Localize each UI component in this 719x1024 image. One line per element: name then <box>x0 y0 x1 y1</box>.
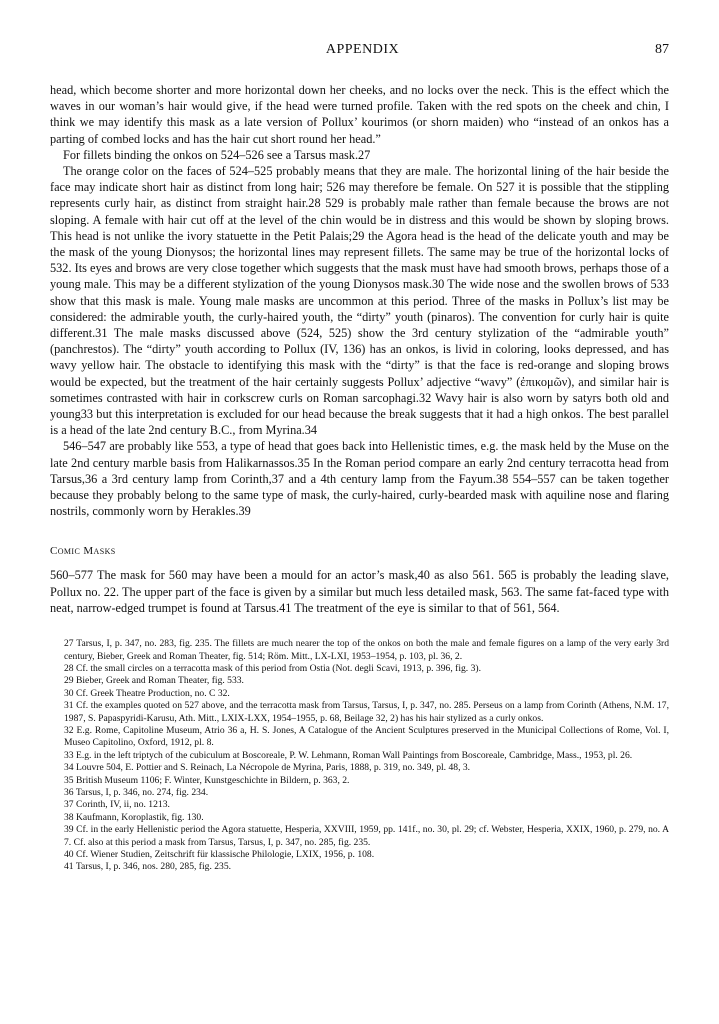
footnote: 31 Cf. the examples quoted on 527 above, and the terracotta mask from Tarsus, Tarsus, I, p. 347, no. 285. Perseus on a lamp from Corinth (Athens, N.M. 17, 1987, S. Papaspyridi-Karusu, Ath. Mitt., LXIX-LXX, 1954–1955, p. 68, Beilage 32, 2) has his hair stylized as a curly onkos. <box>64 700 669 724</box>
paragraph: 546–547 are probably like 553, a type of head that goes back into Hellenistic times, e.g. the mask held by the Muse on the late 2nd century marble basis from Halikarnassos.35 In the Roman period compare an early 2nd century terracotta head from Tarsus,36 a 3rd century lamp from Corinth,37 and a 4th century lamp from the Fayum.38 554–557 can be taken together because they probably belong to the same type of mask, the curly-haired, curly-bearded mask with aquiline nose and flaring nostrils, commonly worn by Herakles.39 <box>50 439 669 519</box>
footnote: 36 Tarsus, I, p. 346, no. 274, fig. 234. <box>64 786 209 798</box>
footnote: 30 Cf. Greek Theatre Production, no. C 32. <box>64 687 230 699</box>
running-head: APPENDIX <box>325 42 400 57</box>
footnote: 40 Cf. Wiener Studien, Zeitschrift für klassische Philologie, LXIX, 1956, p. 108. <box>64 849 375 860</box>
paragraph: The orange color on the faces of 524–525 probably means that they are male. The horizontal lining of the hair beside the face may indicate short hair as distinct from long hair; 526 may therefore be female. On 527 it is possible that the stippling represents curly hair, as distinct from straight hair.28 529 is probably male rather than female because the brows are not sloping. A female with hair cut off at the level of the chin would be in distress and this would be shown by sloping brows. This head is not unlike the ivory statuette in the Petit Palais;29 the Agora head is the head of the delicate youth and may be the mask of the young Dionysos; the horizontal lines may represent fillets. The same may be true of the horizontal locks of 532. Its eyes and brows are very close together which suggests that the mask must have had smooth brows, perhaps those of a young male. This may be a different stylization of the young Dionysos mask.30 The wide nose and the swollen brows of 533 show that this mask is male. Young male masks are uncommon at this period. Three of the masks in Pollux’s list may be considered: the admirable youth, the curly-haired youth, the “dirty” youth (pinaros). The convention for curly hair is quite different.31 The male masks discussed above (524, 525) show the 3rd century stylization of the “admirable youth” (panchrestos). The “dirty” youth according to Pollux (IV, 136) has an onkos, is livid in coloring, looks depressed, and has wavy yellow hair. The obstacle to identifying this mask with the “dirty” is that the face is red-orange and sloping brows would be expected, but the treatment of the hair certainly suggests Pollux’ adjective “wavy” (ἐπικομῶν), and similar hair is sometimes contrasted with hair in corkscrew curls on Roman sarcophagi.32 Wavy hair is also worn by satyrs both old and young33 but this interpretation is excluded for our head because the break suggests that it had a high onkos. The best parallel is a head of the late 2nd century B.C., from Myrina.34 <box>50 164 669 438</box>
footnote: 32 E.g. Rome, Capitoline Museum, Atrio 36 a, H. S. Jones, A Catalogue of the Ancient Sculptures preserved in the Municipal Collections of Rome, Vol. I, Museo Capitolino, Oxford, 1912, pl. 8. <box>64 724 669 749</box>
footnote: 39 Cf. in the early Hellenistic period the Agora statuette, Hesperia, XXVIII, 1959, pp. 141f., no. 30, pl. 29; cf. Webster, Hesperia, XXIX, 1960, p. 279, no. A 7. Cf. also at this period a mask from Tarsus, Tarsus, I, p. 347, no. 285, fig. 235. <box>64 824 669 848</box>
footnote: 27 Tarsus, I, p. 347, no. 283, fig. 235. The fillets are much nearer the top of the onkos on both the male and female figures on a lamp of the very early 3rd century, Bieber, Greek and Roman Theater, fig. 514; Röm. Mitt., LX-LXI, 1953–1954, p. 103, pl. 36, 2. <box>64 638 669 662</box>
section-heading: Comic Masks <box>50 545 116 558</box>
paragraph: head, which become shorter and more horizontal down her cheeks, and no locks over the neck. This is the effect which the waves in our woman’s hair would give, if the head were turned profile. Taken with the red spots on the cheek and chin, I think we may identify this mask as a late version of Pollux’ kourimos (or shorn maiden) who “instead of an onkos has a parting of combed locks and has the hair cut short round her head.” <box>50 83 669 146</box>
footnotes <box>50 638 669 874</box>
footnote: 33 E.g. in the left triptych of the cubiculum at Boscoreale, P. W. Lehmann, Roman Wall Paintings from Boscoreale, Cambridge, Mass., 1953, pl. 26. <box>64 749 633 761</box>
footnote: 34 Louvre 504, E. Pottier and S. Reinach, La Nécropole de Myrina, Paris, 1888, p. 319, no. 349, pl. 48, 3. <box>64 762 471 774</box>
footnote: 35 British Museum 1106; F. Winter, Kunstgeschichte in Bildern, p. 363, 2. <box>64 774 350 786</box>
footnote: 29 Bieber, Greek and Roman Theater, fig. 533. <box>64 675 244 687</box>
paragraph: For fillets binding the onkos on 524–526 see a Tarsus mask.27 <box>63 147 371 162</box>
paragraph: 560–577 The mask for 560 may have been a mould for an actor’s mask,40 as also 561. 565 is probably the leading slave, Pollux no. 22. The upper part of the face is given by a similar but much less detailed mask, 563. The same fat-faced type with neat, narrow-edged trumpet is found at Tarsus.41 The treatment of the eye is similar to that of 561, 564. <box>50 568 669 615</box>
page-number: 87 <box>655 42 669 57</box>
footnote: 28 Cf. the small circles on a terracotta mask of this period from Ostia (Not. degli Scavi, 1913, p. 396, fig. 3). <box>64 662 481 674</box>
page-header <box>50 42 669 82</box>
footnote: 41 Tarsus, I, p. 346, nos. 280, 285, fig. 235. <box>64 861 232 873</box>
body-text <box>50 82 669 616</box>
footnote: 38 Kaufmann, Koroplastik, fig. 130. <box>64 811 204 823</box>
footnote: 37 Corinth, IV, ii, no. 1213. <box>64 799 170 811</box>
